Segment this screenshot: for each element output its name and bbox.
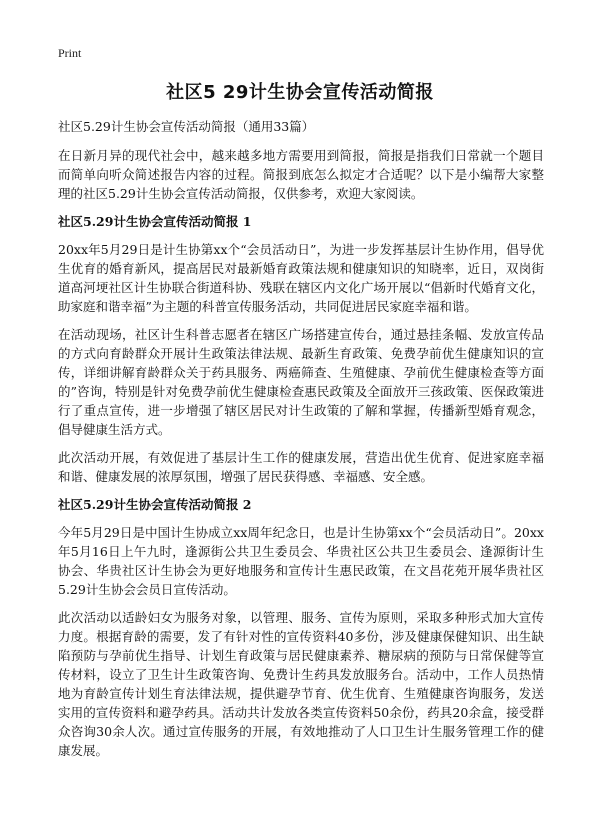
- section-1-paragraph-2: 在活动现场，社区计生科普志愿者在辖区广场搭建宣传台，通过悬挂条幅、发放宣传品的方式向育龄群众开展计生政策法律法规、最新生育政策、免费孕前优生健康知识的宣传，详细讲解育龄群众关于药具服务、两癌筛查、生殖健康、孕前优生健康检查等方面的”咨询，特别是针对免费孕前优生健康检查惠民政策及全面放开三孩政策、医保政策进行了重点宣传，进一步增强了辖区居民对计生政策的了解和掌握，传播新型婚育观念，倡导健康生活方式。: [58, 327, 544, 437]
- section-2-heading: 社区5.29计生协会宣传活动简报 2: [58, 497, 252, 512]
- section-2-paragraph-1: 今年5月29日是中国计生协成立xx周年纪念日，也是计生协第xx个“会员活动日”。20xx年5月16日上午九时，逢源街公共卫生委员会、华贵社区公共卫生委员会、逢源街计生协会、华贵社区计生协会为更好地服务和宣传计生惠民政策，在文昌花苑开展华贵社区5.29计生协会会员日宣传活动。: [58, 525, 544, 597]
- print-link[interactable]: Print: [58, 46, 82, 60]
- intro-paragraph: 在日新月异的现代社会中，越来越多地方需要用到简报，简报是指我们日常就一个题目而简单向听众简述报告内容的过程。简报到底怎么拟定才合适呢？以下是小编帮大家整理的社区5.29计生协会宣传活动简报，仅供参考，欢迎大家阅读。: [58, 148, 544, 201]
- section-1-paragraph-1: 20xx年5月29日是计生协第xx个“会员活动日”，为进一步发挥基层计生协作用，倡导优生优育的婚育新风，提高居民对最新婚育政策法规和健康知识的知晓率，近日，双岗街道高河埂社区计生协联合街道科协、残联在辖区内文化广场开展以“倡新时代婚育文化，助家庭和谐幸福”为主题的科普宣传服务活动，共同促进居民家庭幸福和谐。: [58, 242, 544, 314]
- section-1-paragraph-3: 此次活动开展，有效促进了基层计生工作的健康发展，营造出优生优育、促进家庭幸福和谐、健康发展的浓厚氛围，增强了居民获得感、幸福感、安全感。: [58, 450, 544, 484]
- document-body: [58, 117, 544, 769]
- section-2-paragraph-2: 此次活动以适龄妇女为服务对象，以管理、服务、宣传为原则，采取多种形式加大宣传力度。根据育龄的需要，发了有针对性的宣传资料40多份，涉及健康保健知识、出生缺陷预防与孕前优生指导、计划生育政策与居民健康素养、糖尿病的预防与日常保健等宣传材料，设立了卫生计生政策咨询、免费计生药具发放服务台。活动中，工作人员热情地为育龄宣传计划生育法律法规，提供避孕节育、优生优育、生殖健康咨询服务，发送实用的宣传资料和避孕药具。活动共计发放各类宣传资料50余份，药具20余盒，接受群众咨询30余人次。通过宣传服务的开展，有效地推动了人口卫生计生服务管理工作的健康发展。: [58, 610, 544, 758]
- section-1-heading: 社区5.29计生协会宣传活动简报 1: [58, 214, 252, 229]
- page-title: 社区5 29计生协会宣传活动简报: [166, 82, 434, 103]
- document-subtitle: 社区5.29计生协会宣传活动简报（通用33篇）: [58, 119, 315, 134]
